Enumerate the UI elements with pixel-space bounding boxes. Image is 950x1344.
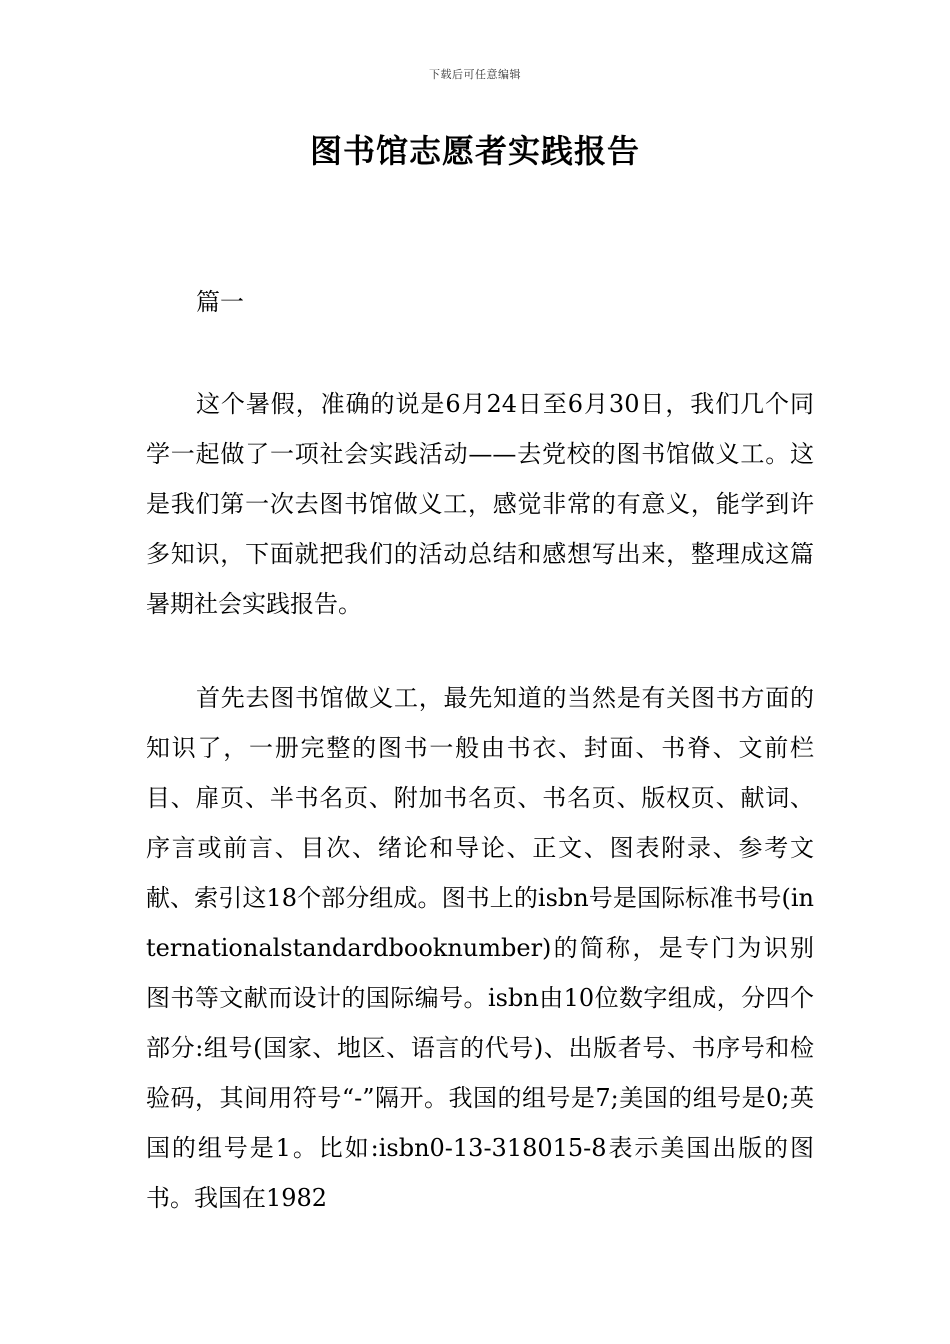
- paragraph-text: 这个暑假，准确的说是6月24日至6月30日，我们几个同学一起做了一项社会实践活动——去党校的图书馆做义工。这是我们第一次去图书馆做义工，感觉非常的有意义，能学到许多知识，下面就把我们的活动总结和感想写出来，整理成这篇暑期社会实践报告。: [146, 390, 814, 618]
- section-label: 篇一: [196, 288, 244, 316]
- header-note: 下载后可任意编辑: [429, 68, 521, 81]
- body-paragraph-2: [146, 673, 814, 1223]
- document-title: 图书馆志愿者实践报告: [309, 132, 640, 170]
- body-paragraph-1: [146, 379, 814, 629]
- paragraph-text: 首先去图书馆做义工，最先知道的当然是有关图书方面的知识了，一册完整的图书一般由书衣、封面、书脊、文前栏目、扉页、半书名页、附加书名页、书名页、版权页、献词、序言或前言、目次、绪论和导论、正文、图表附录、参考文献、索引这18个部分组成。图书上的isbn号是国际标准书号(internationalstandardbooknumber)的简称，是专门为识别图书等文献而设计的国际编号。isbn由10位数字组成，分四个部分:组号(国家、地区、语言的代号)、出版者号、书序号和检验码，其间用符号“-”隔开。我国的组号是7;美国的组号是0;英国的组号是1。比如:isbn0-13-318015-8表示美国出版的图书。我国在1982: [146, 684, 814, 1212]
